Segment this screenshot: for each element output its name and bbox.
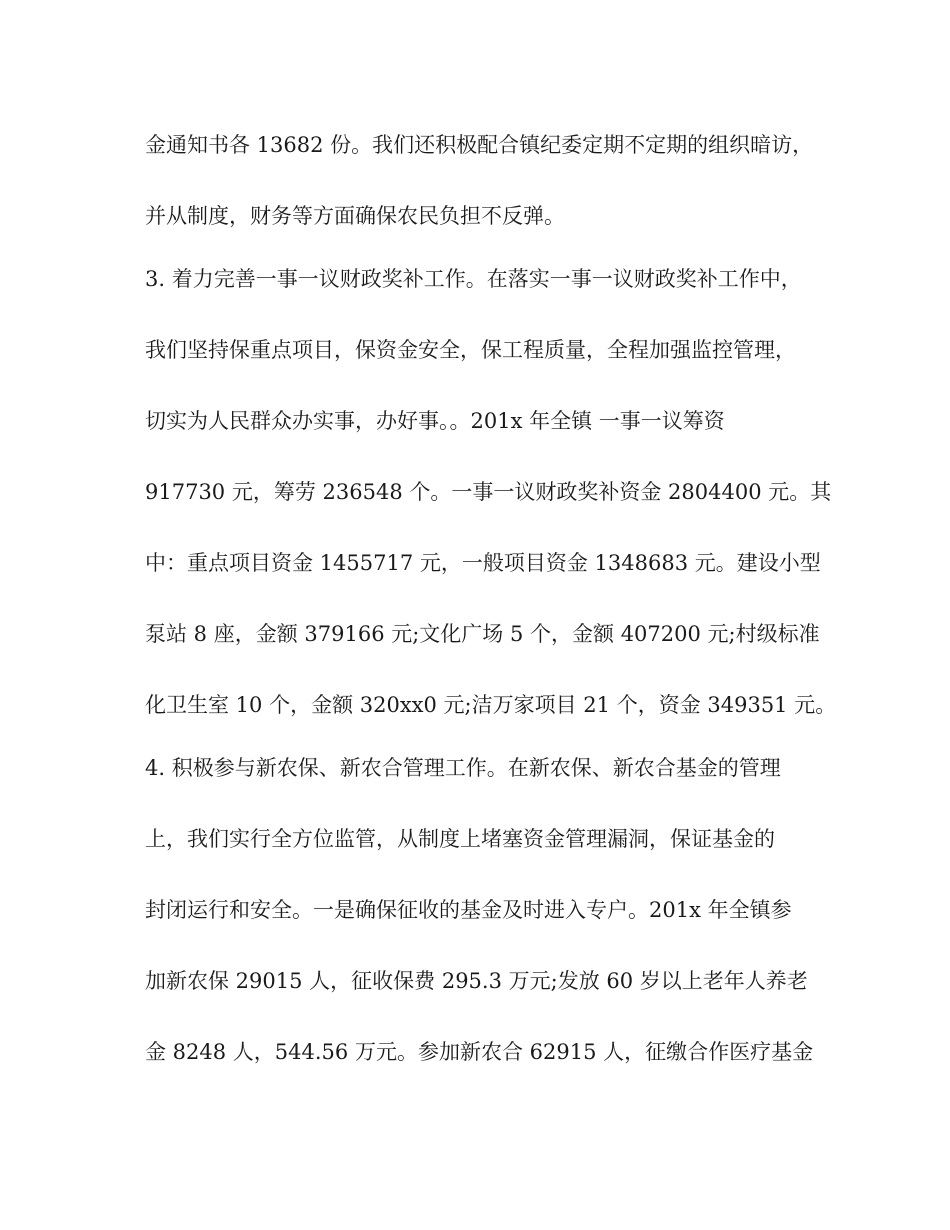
body-text <box>145 119 837 1097</box>
text-line: 泵站 8 座，金额 379166 元;文化广场 5 个，金额 407200 元;村级标准 <box>145 622 820 646</box>
text-line: 中：重点项目资金 1455717 元，一般项目资金 1348683 元。建设小型 <box>145 551 821 575</box>
text-line: 并从制度，财务等方面确保农民负担不反弹。 <box>145 204 565 228</box>
text-line: 金 8248 人，544.56 万元。参加新农合 62915 人，征缴合作医疗基金 <box>145 1040 814 1064</box>
text-line: 4. 积极参与新农保、新农合管理工作。在新农保、新农合基金的管理 <box>145 756 781 780</box>
text-line: 上，我们实行全方位监管，从制度上堵塞资金管理漏洞，保证基金的 <box>145 827 775 851</box>
text-line: 917730 元，筹劳 236548 个。一事一议财政奖补资金 2804400 元。其 <box>145 480 832 504</box>
text-line: 封闭运行和安全。一是确保征收的基金及时进入专户。201x 年全镇参 <box>145 898 792 922</box>
text-line: 加新农保 29015 人，征收保费 295.3 万元;发放 60 岁以上老年人养老 <box>145 969 808 993</box>
text-line: 化卫生室 10 个，金额 320xx0 元;洁万家项目 21 个，资金 349351 元。 <box>145 693 837 717</box>
text-line: 我们坚持保重点项目，保资金安全，保工程质量，全程加强监控管理， <box>145 338 796 362</box>
text-line: 金通知书各 13682 份。我们还积极配合镇纪委定期不定期的组织暗访， <box>145 133 814 157</box>
text-line: 切实为人民群众办实事，办好事。。201x 年全镇 一事一议筹资 <box>145 409 725 433</box>
text-line: 3. 着力完善一事一议财政奖补工作。在落实一事一议财政奖补工作中， <box>145 267 802 291</box>
